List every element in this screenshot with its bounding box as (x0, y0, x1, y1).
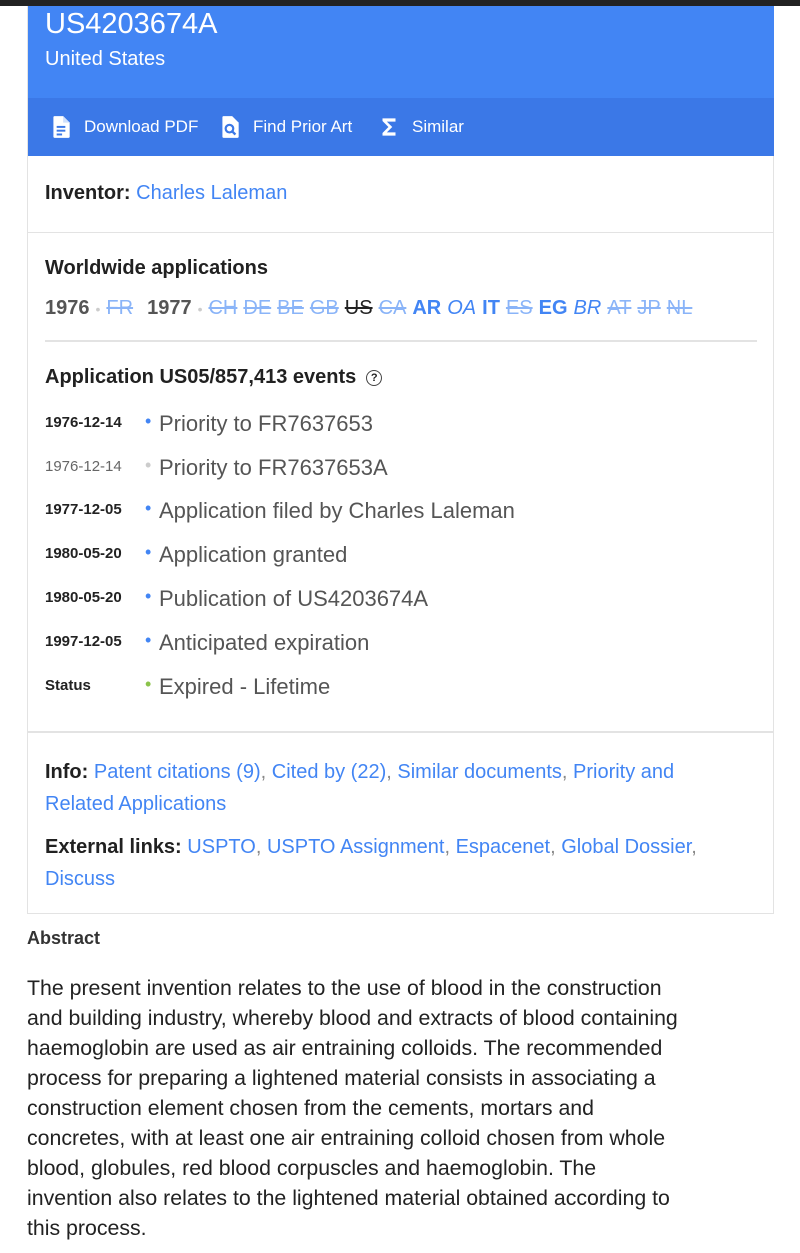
uspto-assignment-link[interactable]: USPTO Assignment (266, 836, 445, 858)
patent-summary-card (27, 6, 774, 914)
download-pdf-button[interactable] (48, 98, 198, 156)
similar-button[interactable] (376, 98, 464, 156)
event-date: 1980-05-20 (45, 545, 122, 562)
country-link-gb[interactable]: GB (309, 297, 339, 319)
external-links-label: External links: (45, 836, 182, 858)
sigma-icon (376, 114, 402, 140)
year-1976: 1976 (45, 297, 90, 319)
info-links (45, 756, 745, 820)
global-dossier-link[interactable]: Global Dossier (561, 836, 692, 858)
pdf-document-icon (48, 114, 74, 140)
uspto-link[interactable]: USPTO (187, 836, 256, 858)
comma: , (444, 836, 456, 858)
country-link-it[interactable]: IT (482, 297, 500, 319)
event-row (45, 455, 388, 481)
country-link-de[interactable]: DE (243, 297, 272, 319)
prior-art-search-icon (217, 114, 243, 140)
patent-country: United States (45, 48, 166, 70)
country-link-ca[interactable]: CA (378, 297, 407, 319)
comma: , (691, 836, 697, 858)
event-row (45, 630, 370, 656)
timeline-dot: • (145, 586, 152, 606)
divider (45, 340, 757, 342)
country-link-ch[interactable]: CH (208, 297, 238, 319)
separator-dot: • (197, 301, 203, 317)
event-text: Publication of US4203674A (159, 586, 429, 611)
action-bar (28, 98, 774, 156)
external-links (45, 831, 745, 895)
event-date: 1977-12-05 (45, 501, 122, 518)
cited-by-link[interactable]: Cited by (22) (271, 761, 387, 783)
priority-related-link[interactable]: Priority and Related Applications (45, 761, 675, 815)
country-link-at[interactable]: AT (607, 297, 632, 319)
event-date: 1997-12-05 (45, 633, 122, 650)
help-icon[interactable]: ? (366, 370, 382, 386)
similar-documents-link[interactable]: Similar documents (397, 761, 562, 783)
espacenet-link[interactable]: Espacenet (455, 836, 551, 858)
comma: , (561, 761, 574, 783)
patent-number: US4203674A (45, 8, 218, 40)
country-link-fr[interactable]: FR (106, 297, 134, 319)
divider (28, 731, 774, 733)
divider (28, 232, 774, 233)
country-link-jp[interactable]: JP (637, 297, 661, 319)
abstract-title: Abstract (27, 928, 101, 948)
download-pdf-label: Download PDF (84, 117, 199, 136)
event-date: 1976-12-14 (45, 414, 122, 431)
event-date: 1980-05-20 (45, 589, 122, 606)
patent-citations-link[interactable]: Patent citations (9) (93, 761, 261, 783)
event-row (45, 411, 373, 437)
inventor-label: Inventor: (45, 182, 131, 204)
event-row (45, 498, 515, 524)
country-link-us[interactable]: US (344, 297, 373, 319)
status-label: Status (45, 677, 91, 694)
country-link-eg[interactable]: EG (538, 297, 568, 319)
timeline-dot: • (145, 411, 152, 431)
status-row (45, 674, 331, 700)
country-link-nl[interactable]: NL (666, 297, 693, 319)
timeline-dot: • (145, 542, 152, 562)
event-text: Application filed by Charles Laleman (159, 498, 515, 523)
event-row (45, 586, 429, 612)
separator-dot: • (95, 301, 101, 317)
country-link-es[interactable]: ES (505, 297, 533, 319)
event-text: Anticipated expiration (159, 630, 370, 655)
timeline-dot: • (145, 498, 152, 518)
timeline-dot: • (145, 455, 152, 475)
comma: , (550, 836, 562, 858)
inventor-line (45, 182, 287, 205)
patent-header (28, 6, 774, 98)
event-text: Application granted (159, 542, 348, 567)
application-events-label: Application US05/857,413 events (45, 366, 357, 388)
similar-label: Similar (412, 117, 464, 136)
country-link-br[interactable]: BR (573, 297, 602, 319)
inventor-link[interactable]: Charles Laleman (136, 182, 288, 204)
event-date: 1976-12-14 (45, 458, 122, 475)
application-events-title (45, 366, 382, 389)
comma: , (255, 836, 267, 858)
abstract-text: The present invention relates to the use of blood in the construction and building industry, whereby blood and extracts of blood containing haemoglobin are used as air entraining colloids. The recommended process for preparing a lightened material consists in associating a construction element chosen from the cements, mortars and concretes, with at least one air entraining colloid chosen from whole blood, globules, red blood corpuscles and haemoglobin. The invention also relates to the lightened material obtained according to this process. (27, 976, 678, 1240)
discuss-link[interactable]: Discuss (45, 868, 116, 890)
event-text: Priority to FR7637653 (159, 411, 373, 436)
info-label: Info: (45, 761, 89, 783)
event-row (45, 542, 348, 568)
status-text: Expired - Lifetime (159, 674, 331, 699)
timeline-dot: • (145, 630, 152, 650)
find-prior-art-label: Find Prior Art (253, 117, 353, 136)
country-link-oa[interactable]: OA (447, 297, 477, 319)
comma: , (386, 761, 398, 783)
find-prior-art-button[interactable] (217, 98, 352, 156)
year-1977: 1977 (147, 297, 192, 319)
status-dot: • (145, 674, 152, 694)
country-link-ar[interactable]: AR (412, 297, 442, 319)
country-link-be[interactable]: BE (277, 297, 304, 319)
worldwide-applications-row (45, 297, 698, 320)
worldwide-applications-title: Worldwide applications (45, 257, 268, 279)
comma: , (260, 761, 272, 783)
event-text: Priority to FR7637653A (159, 455, 388, 480)
